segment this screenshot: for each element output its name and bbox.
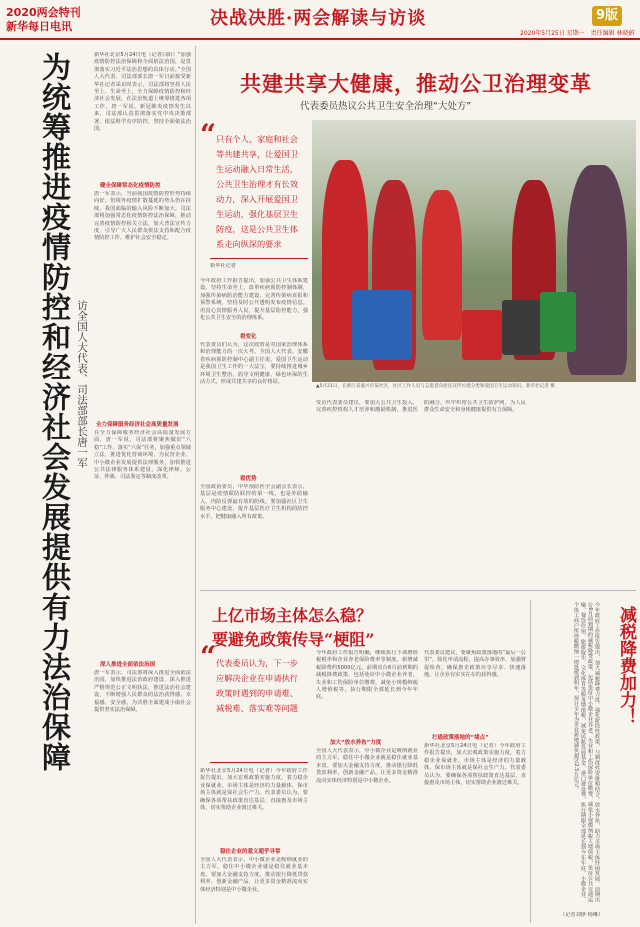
left-body-4: 唐一军表示，司法部将深入推进全面依法治国，加快推进法治政府建设，深入推进严格规范公正文明执法，推进法治社会建设，不断增强人民群众的法治获得感、幸福感、安全感，为决胜全面建成小康社会提供坚实法治保障。 xyxy=(94,670,191,714)
left-column-divider xyxy=(195,46,196,924)
left-body-1: 新华社北京5月24日电（记者白阳）“加强疫情防控法治保障和全面依法治国，是贯彻落实习近平法治思想的具体行动。”全国人大代表、司法部部长唐一军日前接受新华社记者采访时表示，司法部将坚持人民至上、生命至上，全力保障疫情防控和经济社会发展，在法治轨道上统筹推进各项工作。唐一军说，新冠肺炎疫情发生以来，司法部认真贯彻落实党中央决策部署，依法科学有序防控，坚持全面依法治国。 xyxy=(94,52,191,133)
article1-body-1: 今年政府工作报告提出，加强公共卫生体系建设。坚持生命至上，改革疾病预防控制体制，加强传染病防治能力建设，完善传染病直报和预警系统，坚持及时公开透明发布疫情信息。用真心真情服务人民，提升基层防控能力，强化公共卫生安全的治理体系。 xyxy=(200,278,308,322)
sidebar-credit: （记者刘铮 杨琳） xyxy=(560,912,604,918)
left-subhead-3: 深入推进全面依法治国 xyxy=(100,662,156,668)
article2-subhead-2: 稳住企业的意义超乎寻常 xyxy=(220,849,281,855)
masthead xyxy=(0,0,640,40)
article2-body-4: 代表委员建议，要聚焦政策落地的“最后一公里”，简化申请流程，提高办事效率，加强督促检查，确保惠企政策应享尽享、快速落地，让企业有实实在在的获得感。 xyxy=(424,650,526,679)
edition-line-2: 新华每日电讯 xyxy=(6,20,72,33)
article2-body-1: 新华社北京5月24日电（记者）今年政府工作报告提出，加大宏观政策实施力度，着力稳企业保就业。市场主体是经济的力量载体，保市场主体就是保社会生产力。代表委员认为，要确保各项帮扶政策直达基层、直接惠及市场主体，切实帮助企业渡过难关。 xyxy=(200,768,308,812)
article1-subtitle: 代表委员热议公共卫生安全治理“大处方” xyxy=(300,101,472,112)
article1-subhead-2: 看优势 xyxy=(240,476,257,482)
article1-subhead-1: 看变化 xyxy=(240,334,257,340)
article1-body-2: 代表委员们认为，这次疫情是对国家治理体系和治理能力的一次大考。全国人大代表、安徽省疾病预防控制中心副主任说，爱国卫生运动是我国卫生工作的一大法宝，要持续推进城乡环境卫生整治，倡导文明健康、绿色环保的生活方式，形成共建共享的良好格局。 xyxy=(200,342,308,386)
editor-credit: 责任编辑 林晓蔚 xyxy=(590,30,635,37)
article2-headline-line2: 要避免政策传导“梗阻” xyxy=(212,630,375,649)
blue-trash-bin xyxy=(352,290,412,360)
photo-figure xyxy=(422,190,462,340)
photo-figure xyxy=(567,165,627,375)
left-body-3: 在全力保障服务经济社会高质量发展方面，唐一军说，司法部将聚焦做好“六稳”工作、落实“六保”任务，加强重点领域立法，推进优化营商环境，为民营企业、中小微企业发展提供法律服务，加快推进公共法律服务体系建设，深化律师、公证、仲裁、司法鉴定等制度改革。 xyxy=(94,430,191,481)
news-photo xyxy=(312,120,636,382)
quote-rule xyxy=(210,258,308,259)
article1-body-3: 全国政协委员、中华预防医学会副会长表示，基层是疫情联防联控的第一线，也是外防输入、内防反弹最有效的防线。要加强社区卫生服务中心建设，提升基层医疗卫生机构的防控水平，把健康融入所有政策。 xyxy=(200,484,308,520)
edition-line-1: 2020两会特刊 xyxy=(6,6,81,19)
article2-subhead-1: 加大“放水养鱼”力度 xyxy=(330,740,382,746)
article2-subhead-3: 打通政策落地的“堵点” xyxy=(432,735,489,741)
gray-trash-bin xyxy=(502,300,540,355)
sidebar-body: 今年政府工作报告提出，加大减税降费力度。强化阶段性政策，与制度性安排相结合，放水养鱼，助力市场主体纾困发展。前期出台6月前到期的减税降费政策，包括免征中小微企业养老、失业和工伤保险单位缴费，减免小规模纳税人增值税，免征公共交通运输、餐饮住宿、旅游娱乐、文化体育等服务增值税，减免民航发展基金、港口建设费，执行期限全部延长到今年年底。小微企业、个体工商户所得税缴纳一律延缓到明年。预计全年为企业新增减负超过2.5万亿元。 xyxy=(573,602,600,902)
photo-caption: ▲5月21日，在浙江省嘉兴市某社区，社区工作人员与志愿者向居民宣传垃圾分类和爱国卫生运动知识。新华社记者 摄 xyxy=(316,384,555,389)
article2-body-4b: 新华社北京5月24日电（记者）今年政府工作报告提出，加大宏观政策实施力度，着力稳企业保就业。市场主体是经济的力量载体，保市场主体就是保社会生产力。代表委员认为，要确保各项帮扶政策直达基层、直接惠及市场主体，切实帮助企业渡过难关。 xyxy=(424,743,526,787)
issue-date-text: 2020年5月25日 星期一 xyxy=(520,30,585,37)
section-title: 决战决胜·两会解读与访谈 xyxy=(210,8,427,29)
article2-quote: 代表委员认为，下一步应解决企业在申请执行政策时遇到的申请难、减税难、落实难等问题 xyxy=(216,658,298,713)
left-byline: 访全国人大代表、司法部部长唐一军 xyxy=(76,300,88,468)
sidebar-headline: 减税降费加力！ xyxy=(616,606,636,725)
article1-headline: 共建共享大健康，推动公卫治理变革 xyxy=(240,71,592,96)
article1-body-4: 受访代表委员建议，要加大公共卫生投入，完善疾控机构人才培养和激励机制，推进医防融合，织牢织密公共卫生防护网，为人民群众生命安全和身体健康提供有力保障。 xyxy=(316,400,526,414)
article2-body-3: 全国人大代表表示，中小微企业是吸纳就业的主力军，稳住中小微企业就是稳住就业基本盘。要加大金融支持力度，推动银行降低贷款利率，创新金融产品，让更多资金精准流向实体经济特别是中小微企业。 xyxy=(200,857,308,893)
quote-mark-icon: “ xyxy=(200,640,217,673)
sidebar-divider xyxy=(530,600,531,923)
quote-rule xyxy=(210,762,308,763)
section-divider xyxy=(200,590,636,591)
quote-mark-icon: “ xyxy=(200,118,217,151)
article2-body-2: 今年政府工作报告明确，继续执行下调增值税税率和企业养老保险费率等制度，新增减税降费约5000亿元。前期出台6月前到期的减税降费政策，包括免征中小微企业养老、失业和工伤保险单位缴费，减免小规模纳税人增值税等，执行期限全部延长到今年年底。 xyxy=(316,650,418,701)
article2-headline-line1: 上亿市场主体怎么稳？ xyxy=(212,606,373,625)
left-subhead-2: 全力保障服务经济社会高质量发展 xyxy=(96,422,179,428)
green-trash-bin xyxy=(540,292,576,352)
page-number-badge: 9版 xyxy=(592,6,622,26)
edition-label xyxy=(6,6,81,34)
article2-body-2b: 全国人大代表表示，中小微企业是吸纳就业的主力军，稳住中小微企业就是稳住就业基本盘。要加大金融支持力度，推动银行降低贷款利率，创新金融产品，让更多资金精准流向实体经济特别是中小微企业。 xyxy=(316,748,418,784)
left-body-2: 唐一军表示，当前我国疫情防控形势持续向好，但境外疫情扩散蔓延的势头仍在持续，我国面临的输入风险不断加大。司法部将加强常态化疫情防控法治保障，推动完善疫情防控相关立法，加大普法宣传力度，引导广大人民群众依法支持和配合疫情防控工作，维护社会安全稳定。 xyxy=(94,191,191,242)
article1-byline: 新华社记者 xyxy=(210,263,236,269)
article1-quote: 只有个人、家庭和社会等共建共享，让爱国卫生运动融入日常生活，公共卫生治理才有长效动力，深入开展爱国卫生运动，强化基层卫生防疫，这是公共卫生体系走向纵深的要求 xyxy=(216,134,298,249)
red-trash-bin xyxy=(462,310,502,360)
left-subhead-1: 健全保障常态化疫情防控 xyxy=(100,183,161,189)
left-headline: 为统筹推进疫情防控和经济社会发展提供有力法治保障 xyxy=(38,52,72,772)
issue-date xyxy=(520,28,635,37)
